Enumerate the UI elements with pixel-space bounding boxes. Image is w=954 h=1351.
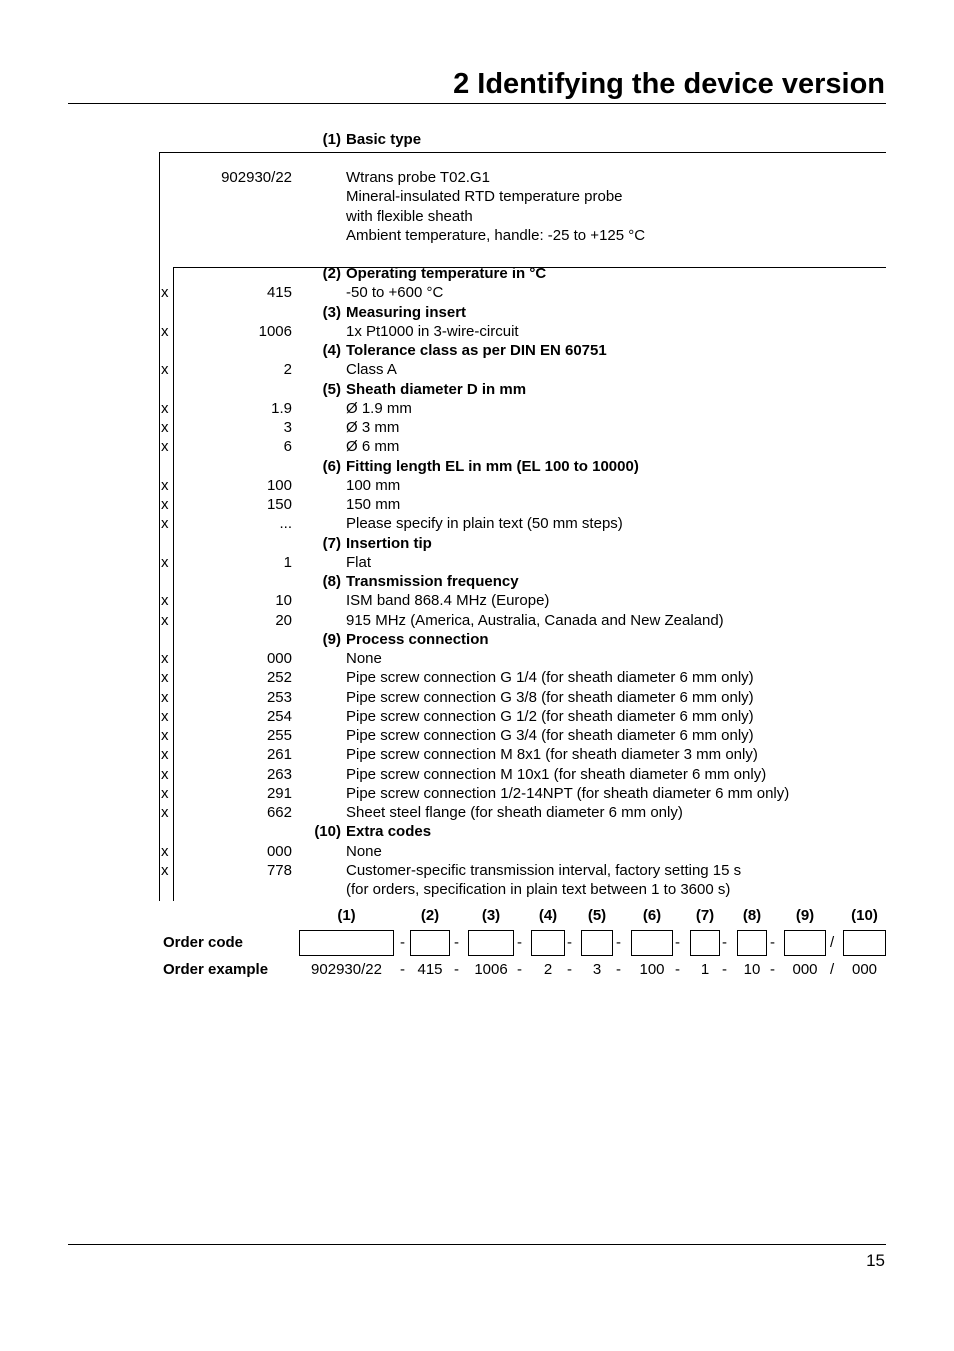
section-number: (3) bbox=[322, 304, 341, 321]
order-column-number: (1) bbox=[337, 907, 356, 924]
section-number: (7) bbox=[322, 535, 341, 552]
option-description: Class A bbox=[346, 361, 397, 378]
option-marker: x bbox=[161, 650, 169, 667]
option-marker: x bbox=[161, 284, 169, 301]
basic-type-heading: Basic type bbox=[346, 131, 422, 148]
header-rule bbox=[68, 103, 886, 104]
option-description: 915 MHz (America, Australia, Canada and New Zealand) bbox=[346, 612, 724, 629]
option-code: 253 bbox=[266, 689, 292, 706]
order-column-number: (10) bbox=[851, 907, 878, 924]
option-code: 254 bbox=[266, 708, 292, 725]
section-heading: Process connection bbox=[346, 631, 489, 648]
option-description: Ø 6 mm bbox=[346, 438, 400, 455]
basic-type-code: 902930/22 bbox=[221, 169, 292, 186]
option-description: Pipe screw connection M 8x1 (for sheath diameter 3 mm only) bbox=[346, 746, 758, 763]
option-marker: x bbox=[161, 689, 169, 706]
option-marker: x bbox=[161, 708, 169, 725]
option-code: 1006 bbox=[258, 323, 292, 340]
option-code: 415 bbox=[266, 284, 292, 301]
section-heading: Insertion tip bbox=[346, 535, 432, 552]
option-marker: x bbox=[161, 515, 169, 532]
section-number: (9) bbox=[322, 631, 341, 648]
order-code-separator: - bbox=[616, 934, 621, 951]
option-code: 662 bbox=[266, 804, 292, 821]
order-code-separator: - bbox=[454, 934, 459, 951]
order-column-number: (5) bbox=[587, 907, 607, 924]
order-example-value: 10 bbox=[743, 961, 761, 978]
option-marker: x bbox=[161, 419, 169, 436]
option-description: 1x Pt1000 in 3-wire-circuit bbox=[346, 323, 519, 340]
table-top-rule bbox=[159, 152, 886, 153]
option-code: 000 bbox=[266, 843, 292, 860]
order-code-field[interactable] bbox=[843, 930, 886, 956]
option-marker: x bbox=[161, 785, 169, 802]
option-description: Pipe screw connection G 3/4 (for sheath diameter 6 mm only) bbox=[346, 727, 754, 744]
order-code-field[interactable] bbox=[299, 930, 394, 956]
option-description: Customer-specific transmission interval, factory setting 15 s bbox=[346, 862, 742, 879]
order-example-value: 902930/22 bbox=[311, 961, 382, 978]
option-code: 6 bbox=[283, 438, 292, 455]
order-example-separator: / bbox=[830, 961, 835, 978]
option-code: ... bbox=[279, 515, 292, 532]
option-description: None bbox=[346, 843, 382, 860]
option-description: Pipe screw connection G 3/8 (for sheath diameter 6 mm only) bbox=[346, 689, 754, 706]
order-code-separator: - bbox=[770, 934, 775, 951]
order-example-separator: - bbox=[770, 961, 775, 978]
order-example-value: 000 bbox=[792, 961, 818, 978]
option-description: Flat bbox=[346, 554, 372, 571]
option-marker: x bbox=[161, 592, 169, 609]
section-number: (5) bbox=[322, 381, 341, 398]
order-column-number: (8) bbox=[742, 907, 762, 924]
option-code: 20 bbox=[275, 612, 292, 629]
option-description: Pipe screw connection 1/2-14NPT (for sheath diameter 6 mm only) bbox=[346, 785, 790, 802]
option-description: Ø 1.9 mm bbox=[346, 400, 412, 417]
option-marker: x bbox=[161, 361, 169, 378]
option-marker: x bbox=[161, 477, 169, 494]
order-example-value: 000 bbox=[851, 961, 878, 978]
option-code: 1.9 bbox=[271, 400, 292, 417]
order-code-field[interactable] bbox=[531, 930, 565, 956]
option-code: 1 bbox=[283, 554, 292, 571]
option-description: 100 mm bbox=[346, 477, 401, 494]
option-description: Please specify in plain text (50 mm steps) bbox=[346, 515, 623, 532]
option-description: ISM band 868.4 MHz (Europe) bbox=[346, 592, 550, 609]
basic-type-number: (1) bbox=[322, 131, 341, 148]
section-number: (10) bbox=[314, 823, 341, 840]
footer-rule bbox=[68, 1244, 886, 1245]
order-code-field[interactable] bbox=[581, 930, 613, 956]
order-code-field[interactable] bbox=[690, 930, 720, 956]
order-code-field[interactable] bbox=[468, 930, 514, 956]
section-heading: Operating temperature in °C bbox=[346, 265, 547, 282]
order-code-separator: - bbox=[517, 934, 522, 951]
order-code-field[interactable] bbox=[737, 930, 767, 956]
order-code-separator: - bbox=[400, 934, 405, 951]
page-title: 2 Identifying the device version bbox=[453, 68, 885, 100]
basic-type-line: Mineral-insulated RTD temperature probe bbox=[346, 188, 623, 205]
option-marker: x bbox=[161, 400, 169, 417]
section-heading: Extra codes bbox=[346, 823, 432, 840]
order-column-number: (9) bbox=[795, 907, 815, 924]
option-description: Sheet steel flange (for sheath diameter 6 mm only) bbox=[346, 804, 683, 821]
table-outer-left-rule bbox=[159, 152, 160, 901]
option-description: Pipe screw connection M 10x1 (for sheath diameter 6 mm only) bbox=[346, 766, 767, 783]
order-column-number: (2) bbox=[420, 907, 440, 924]
order-example-value: 415 bbox=[417, 961, 443, 978]
option-code: 2 bbox=[283, 361, 292, 378]
option-code: 000 bbox=[266, 650, 292, 667]
section-number: (2) bbox=[322, 265, 341, 282]
option-marker: x bbox=[161, 727, 169, 744]
section-heading: Fitting length EL in mm (EL 100 to 10000) bbox=[346, 458, 639, 475]
option-code: 10 bbox=[275, 592, 292, 609]
order-code-label: Order code bbox=[163, 934, 244, 951]
order-example-separator: - bbox=[567, 961, 572, 978]
order-example-value: 2 bbox=[543, 961, 553, 978]
option-marker: x bbox=[161, 669, 169, 686]
option-code: 261 bbox=[266, 746, 292, 763]
order-example-separator: - bbox=[616, 961, 621, 978]
order-code-field[interactable] bbox=[784, 930, 826, 956]
option-description: (for orders, specification in plain text between 1 to 3600 s) bbox=[346, 881, 731, 898]
section-number: (4) bbox=[322, 342, 341, 359]
order-column-number: (4) bbox=[538, 907, 558, 924]
basic-type-line: Ambient temperature, handle: -25 to +125 °C bbox=[346, 227, 646, 244]
section-heading: Sheath diameter D in mm bbox=[346, 381, 527, 398]
order-column-number: (6) bbox=[642, 907, 662, 924]
order-example-separator: - bbox=[454, 961, 459, 978]
option-marker: x bbox=[161, 766, 169, 783]
option-code: 291 bbox=[266, 785, 292, 802]
option-marker: x bbox=[161, 323, 169, 340]
basic-type-line: Wtrans probe T02.G1 bbox=[346, 169, 490, 186]
order-code-separator: - bbox=[567, 934, 572, 951]
options-inner-left-rule bbox=[173, 267, 174, 901]
order-column-number: (7) bbox=[695, 907, 715, 924]
option-marker: x bbox=[161, 438, 169, 455]
option-marker: x bbox=[161, 862, 169, 879]
order-example-value: 1 bbox=[700, 961, 710, 978]
option-code: 3 bbox=[283, 419, 292, 436]
option-code: 255 bbox=[266, 727, 292, 744]
option-marker: x bbox=[161, 612, 169, 629]
order-code-separator: - bbox=[675, 934, 680, 951]
order-example-separator: - bbox=[675, 961, 680, 978]
option-marker: x bbox=[161, 843, 169, 860]
order-example-separator: - bbox=[722, 961, 727, 978]
option-marker: x bbox=[161, 746, 169, 763]
option-marker: x bbox=[161, 804, 169, 821]
option-description: Ø 3 mm bbox=[346, 419, 400, 436]
order-example-label: Order example bbox=[163, 961, 269, 978]
option-code: 100 bbox=[266, 477, 292, 494]
page-number: 15 bbox=[866, 1251, 885, 1270]
order-code-field[interactable] bbox=[631, 930, 673, 956]
section-heading: Transmission frequency bbox=[346, 573, 519, 590]
section-heading: Tolerance class as per DIN EN 60751 bbox=[346, 342, 607, 359]
order-code-field[interactable] bbox=[410, 930, 450, 956]
option-code: 778 bbox=[266, 862, 292, 879]
option-code: 263 bbox=[266, 766, 292, 783]
option-description: Pipe screw connection G 1/4 (for sheath diameter 6 mm only) bbox=[346, 669, 754, 686]
order-column-number: (3) bbox=[481, 907, 501, 924]
basic-type-line: with flexible sheath bbox=[346, 208, 473, 225]
order-example-value: 3 bbox=[592, 961, 602, 978]
option-code: 150 bbox=[266, 496, 292, 513]
option-code: 252 bbox=[266, 669, 292, 686]
option-marker: x bbox=[161, 554, 169, 571]
option-description: Pipe screw connection G 1/2 (for sheath diameter 6 mm only) bbox=[346, 708, 754, 725]
order-code-separator: / bbox=[830, 934, 835, 951]
order-example-value: 1006 bbox=[474, 961, 508, 978]
option-marker: x bbox=[161, 496, 169, 513]
section-number: (6) bbox=[322, 458, 341, 475]
order-example-separator: - bbox=[517, 961, 522, 978]
section-heading: Measuring insert bbox=[346, 304, 467, 321]
section-number: (8) bbox=[322, 573, 341, 590]
option-description: 150 mm bbox=[346, 496, 401, 513]
order-example-separator: - bbox=[400, 961, 405, 978]
order-code-separator: - bbox=[722, 934, 727, 951]
order-example-value: 100 bbox=[639, 961, 665, 978]
option-description: None bbox=[346, 650, 382, 667]
option-description: -50 to +600 °C bbox=[346, 284, 444, 301]
